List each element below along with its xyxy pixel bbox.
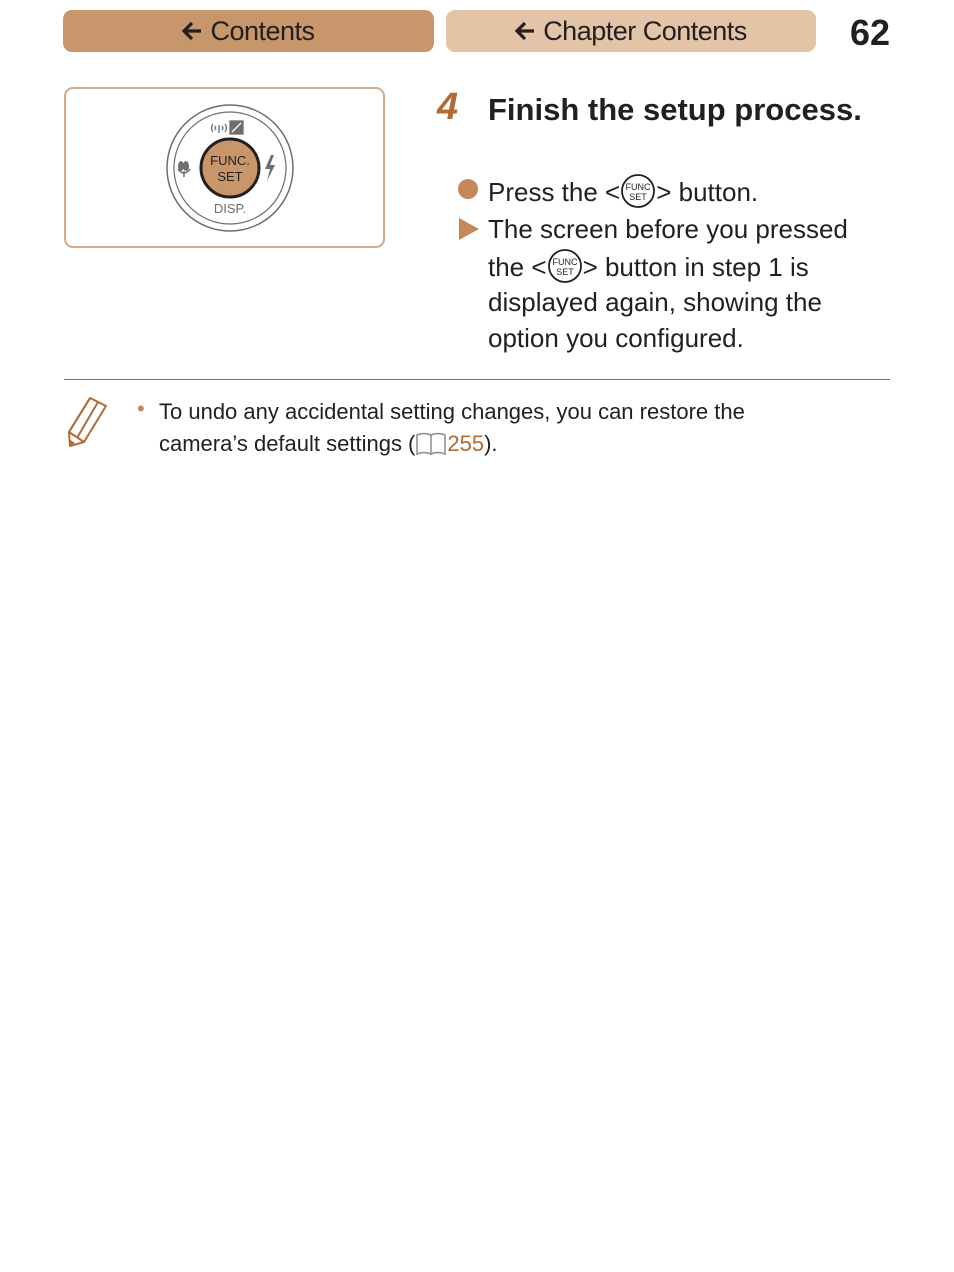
pencil-icon [66, 394, 112, 450]
control-dial-diagram [66, 89, 383, 246]
note-line-1: To undo any accidental setting changes, you can restore the [159, 399, 745, 424]
svg-text:FUNC: FUNC [552, 256, 578, 267]
step-result [488, 212, 888, 356]
page-reference-link[interactable]: 255 [447, 431, 485, 456]
result-text-after: > button in step 1 is [582, 251, 809, 282]
note-text-after: ). [484, 431, 498, 456]
instruction-text-before: Press the < [488, 177, 621, 207]
circle-bullet-icon [458, 179, 478, 199]
note-text [159, 396, 879, 460]
result-line-4: option you configured. [488, 322, 744, 353]
func-set-button-icon [547, 248, 583, 284]
note-line-2 [159, 428, 879, 460]
note-text-before: camera’s default settings ( [159, 431, 416, 456]
book-icon [415, 432, 447, 456]
svg-text:SET: SET [555, 266, 574, 277]
contents-button[interactable] [63, 10, 434, 52]
svg-text:FUNC: FUNC [625, 182, 651, 192]
section-divider [64, 379, 890, 380]
contents-label: Contents [210, 15, 315, 46]
result-line-1: The screen before you pressed [488, 214, 848, 244]
page-number: 62 [849, 12, 890, 53]
svg-text:SET: SET [629, 192, 647, 202]
note-bullet: • [137, 396, 145, 421]
step-title: Finish the setup process. [488, 92, 862, 127]
instruction-text-after: > button. [656, 177, 759, 207]
set-label: SET [217, 169, 243, 184]
control-dial-illustration [64, 87, 385, 248]
step-number: 4 [437, 86, 459, 128]
result-line-2 [488, 248, 888, 286]
left-arrow-icon [515, 21, 535, 41]
left-arrow-icon [182, 21, 202, 41]
disp-label: DISP. [213, 201, 247, 216]
result-line-3: displayed again, showing the [488, 287, 822, 317]
func-set-button-icon [620, 173, 656, 209]
result-text-before: the < [488, 251, 547, 282]
chapter-contents-button[interactable] [446, 10, 816, 52]
func-label: FUNC. [210, 153, 250, 168]
triangle-bullet-icon [458, 217, 480, 241]
chapter-contents-label: Chapter Contents [543, 15, 747, 46]
step-instruction [488, 173, 888, 211]
